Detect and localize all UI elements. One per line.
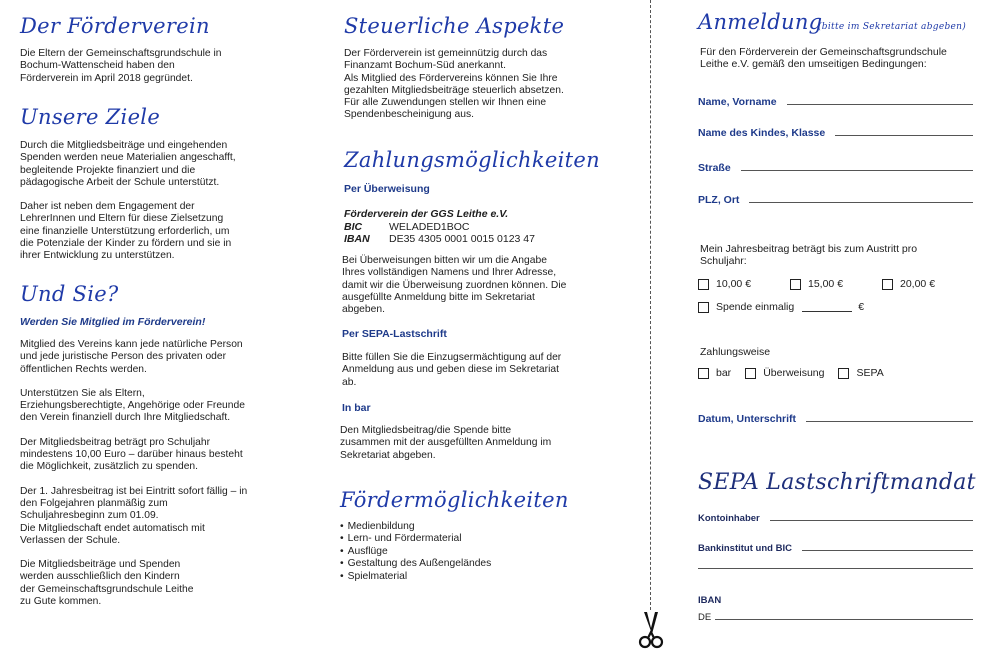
city-field[interactable]: [698, 194, 973, 206]
child-label: Name des Kindes, Klasse: [698, 127, 826, 139]
bank-details: [344, 208, 535, 246]
list-item: • Medienbildung: [340, 521, 491, 533]
fee-option-15[interactable]: [790, 278, 882, 290]
payment-sepa[interactable]: [838, 367, 883, 379]
checkbox[interactable]: [745, 368, 756, 379]
membership-callout: Werden Sie Mitglied im Förderverein!: [20, 316, 206, 328]
bank-bic-label: Bankinstitut und BIC: [698, 543, 792, 554]
fee-question: Mein Jahresbeitrag beträgt bis zum Austritt pro Schuljahr:: [700, 243, 918, 268]
donation-amount-input[interactable]: [802, 302, 852, 312]
fee-options: [698, 278, 935, 290]
goals-text: [20, 140, 242, 275]
heading-steuerliche-aspekte: Steuerliche Aspekte: [344, 14, 565, 38]
donation-row: [698, 301, 864, 313]
name-field[interactable]: [698, 96, 973, 108]
bank-bic-extra-line[interactable]: [698, 568, 973, 569]
form-intro: Für den Förderverein der Gemeinschaftsgrundschule Leithe e.V. gemäß den umseitigen Bedingungen:: [700, 46, 947, 71]
fee-option-label: 20,00 €: [900, 278, 936, 290]
membership-paragraph: Die Mitgliedsbeiträge und Spenden werden ausschließlich den Kindern der Gemeinschaftsgrundschule Leithe zu Gute kommen.: [20, 559, 194, 608]
donation-label: Spende einmalig: [716, 301, 795, 313]
transfer-note-text: Bei Überweisungen bitten wir um die Angabe Ihres vollständigen Namens und Ihrer Adresse, damit wir die Überweisung zuordnen können. Die ausgefüllte Anmeldung bitte im Sekretariat abgeben.: [342, 255, 567, 316]
cash-note-text: Den Mitgliedsbeitrag/die Spende bitte zusammen mit der ausgefüllten Anmeldung im Sekretariat abgeben.: [340, 425, 552, 461]
membership-paragraph: Die Mitgliedschaft endet automatisch mit Verlassen der Schule.: [20, 522, 205, 546]
bic-value: WELADED1BOC: [389, 220, 470, 233]
city-input-line[interactable]: [749, 202, 973, 203]
membership-paragraph: Mitglied des Vereins kann jede natürliche Person und jede juristische Person des privaten oder öffentlichen Rechts werden.: [20, 339, 243, 375]
checkbox[interactable]: [698, 368, 709, 379]
checkbox[interactable]: [882, 279, 893, 290]
iban-value: DE35 4305 0001 0015 0123 47: [389, 233, 535, 245]
heading-und-sie: Und Sie?: [20, 282, 119, 306]
scissors-icon: [638, 612, 664, 650]
cash-note: [340, 425, 560, 474]
list-item: • Lern- und Fördermaterial: [340, 533, 491, 545]
left-column: [20, 0, 320, 653]
street-label: Straße: [698, 162, 731, 174]
fee-option-label: 10,00 €: [716, 278, 752, 290]
goals-paragraph: Durch die Mitgliedsbeiträge und eingehenden Spenden werden neue Materialien angeschafft, begleitende Projekte finanziert und die pädagogische Arbeit der Schule unterstützt.: [20, 140, 236, 188]
sepa-mandate-title: SEPA Lastschriftmandat: [698, 470, 976, 495]
sepa-heading: Per SEPA-Lastschrift: [342, 328, 447, 340]
name-input-line[interactable]: [787, 104, 973, 105]
name-label: Name, Vorname: [698, 96, 777, 108]
payment-method-label: Zahlungsweise: [700, 346, 771, 358]
bank-bic-extra-field[interactable]: [698, 568, 973, 572]
fee-option-20[interactable]: [882, 278, 935, 290]
tax-line: Als Mitglied des Fördervereins können Sie Ihre gezahlten Mitgliedsbeiträge steuerlich absetzen.: [344, 72, 564, 96]
support-list: [340, 521, 491, 583]
membership-text: [20, 339, 248, 620]
iban-input-line[interactable]: [715, 619, 973, 620]
intro-text: [20, 48, 230, 97]
city-label: PLZ, Ort: [698, 194, 740, 206]
membership-paragraph: Unterstützen Sie als Eltern, Erziehungsberechtigte, Angehörige oder Freunde den Verein finanziell durch Ihre Mitgliedschaft.: [20, 387, 245, 424]
registration-form: [698, 0, 976, 653]
goals-paragraph: Daher ist neben dem Engagement der LehrerInnen und Eltern für diese Zielsetzung eine finanzielle Unterstützung erforderlich, um die Potenziale der Kinder zu fördern und sie in ihrer Entwicklung zu unterstützen.: [20, 201, 232, 262]
child-input-line[interactable]: [835, 135, 973, 136]
account-name: Förderverein der GGS Leithe e.V.: [344, 208, 509, 220]
list-item: • Spielmaterial: [340, 571, 491, 583]
checkbox[interactable]: [838, 368, 849, 379]
tax-line: Für alle Zuwendungen stellen wir Ihnen eine Spendenbescheinigung aus.: [344, 97, 547, 121]
payment-transfer[interactable]: [745, 367, 824, 379]
signature-input-line[interactable]: [806, 421, 973, 422]
transfer-note: [342, 255, 567, 328]
signature-field[interactable]: [698, 413, 973, 425]
currency-symbol: €: [858, 301, 865, 313]
iban-label: IBAN: [698, 595, 722, 606]
cash-heading: In bar: [342, 402, 371, 414]
account-holder-label: Kontoinhaber: [698, 513, 760, 524]
account-holder-input-line[interactable]: [770, 520, 973, 521]
list-item: • Ausflüge: [340, 546, 491, 558]
list-item: • Gestaltung des Außengeländes: [340, 558, 491, 570]
checkbox[interactable]: [790, 279, 801, 290]
payment-method-option: Überweisung: [763, 367, 825, 379]
fee-option-10[interactable]: [698, 278, 790, 290]
bank-bic-field[interactable]: [698, 543, 973, 554]
child-field[interactable]: [698, 127, 973, 139]
payment-method-option: SEPA: [856, 367, 884, 379]
fee-option-label: 15,00 €: [808, 278, 844, 290]
sepa-note-text: Bitte füllen Sie die Einzugsermächtigung auf der Anmeldung aus und geben diese im Sekretariat ab.: [342, 352, 562, 388]
tax-line: Der Förderverein ist gemeinnützig durch das Finanzamt Bochum-Süd anerkannt.: [344, 48, 548, 72]
middle-column: [340, 0, 630, 653]
checkbox[interactable]: [698, 279, 709, 290]
iban-prefix: DE: [698, 612, 712, 623]
payment-cash[interactable]: [698, 367, 731, 379]
sepa-note: [342, 352, 572, 401]
cut-line: [650, 0, 651, 610]
membership-paragraph: Der Mitgliedsbeitrag beträgt pro Schuljahr mindestens 10,00 Euro – darüber hinaus besteht die Möglichkeit, zusätzlich zu spenden.: [20, 436, 243, 473]
iban-field[interactable]: [698, 612, 973, 623]
bank-bic-input-line[interactable]: [802, 550, 973, 551]
donation-checkbox[interactable]: [698, 301, 794, 313]
form-title-note: (bitte im Sekretariat abgeben): [818, 22, 967, 32]
bic-label: BIC: [344, 220, 363, 233]
heading-foerderverein: Der Förderverein: [20, 14, 210, 38]
membership-paragraph: Der 1. Jahresbeitrag ist bei Eintritt sofort fällig – in den Folgejahren planmäßig zum Schuljahresbeginn zum 01.09.: [20, 485, 248, 522]
street-field[interactable]: [698, 162, 973, 174]
account-holder-field[interactable]: [698, 513, 973, 524]
checkbox[interactable]: [698, 302, 709, 313]
payment-methods: [698, 367, 884, 379]
heading-ziele: Unsere Ziele: [20, 105, 161, 129]
iban-label: IBAN: [344, 233, 370, 245]
intro-paragraph: Die Eltern der Gemeinschaftsgrundschule in Bochum-Wattenscheid haben den Förderverein im April 2018 gegründet.: [20, 48, 222, 84]
tax-text: [344, 48, 569, 122]
payment-method-option: bar: [716, 367, 732, 379]
transfer-heading: Per Überweisung: [344, 183, 430, 195]
heading-zahlungsmoeglichkeiten: Zahlungsmöglichkeiten: [344, 148, 600, 172]
form-title: Anmeldung: [698, 10, 823, 34]
street-input-line[interactable]: [741, 170, 973, 171]
signature-label: Datum, Unterschrift: [698, 413, 797, 425]
heading-foerdermoeglichkeiten: Fördermöglichkeiten: [340, 488, 569, 512]
